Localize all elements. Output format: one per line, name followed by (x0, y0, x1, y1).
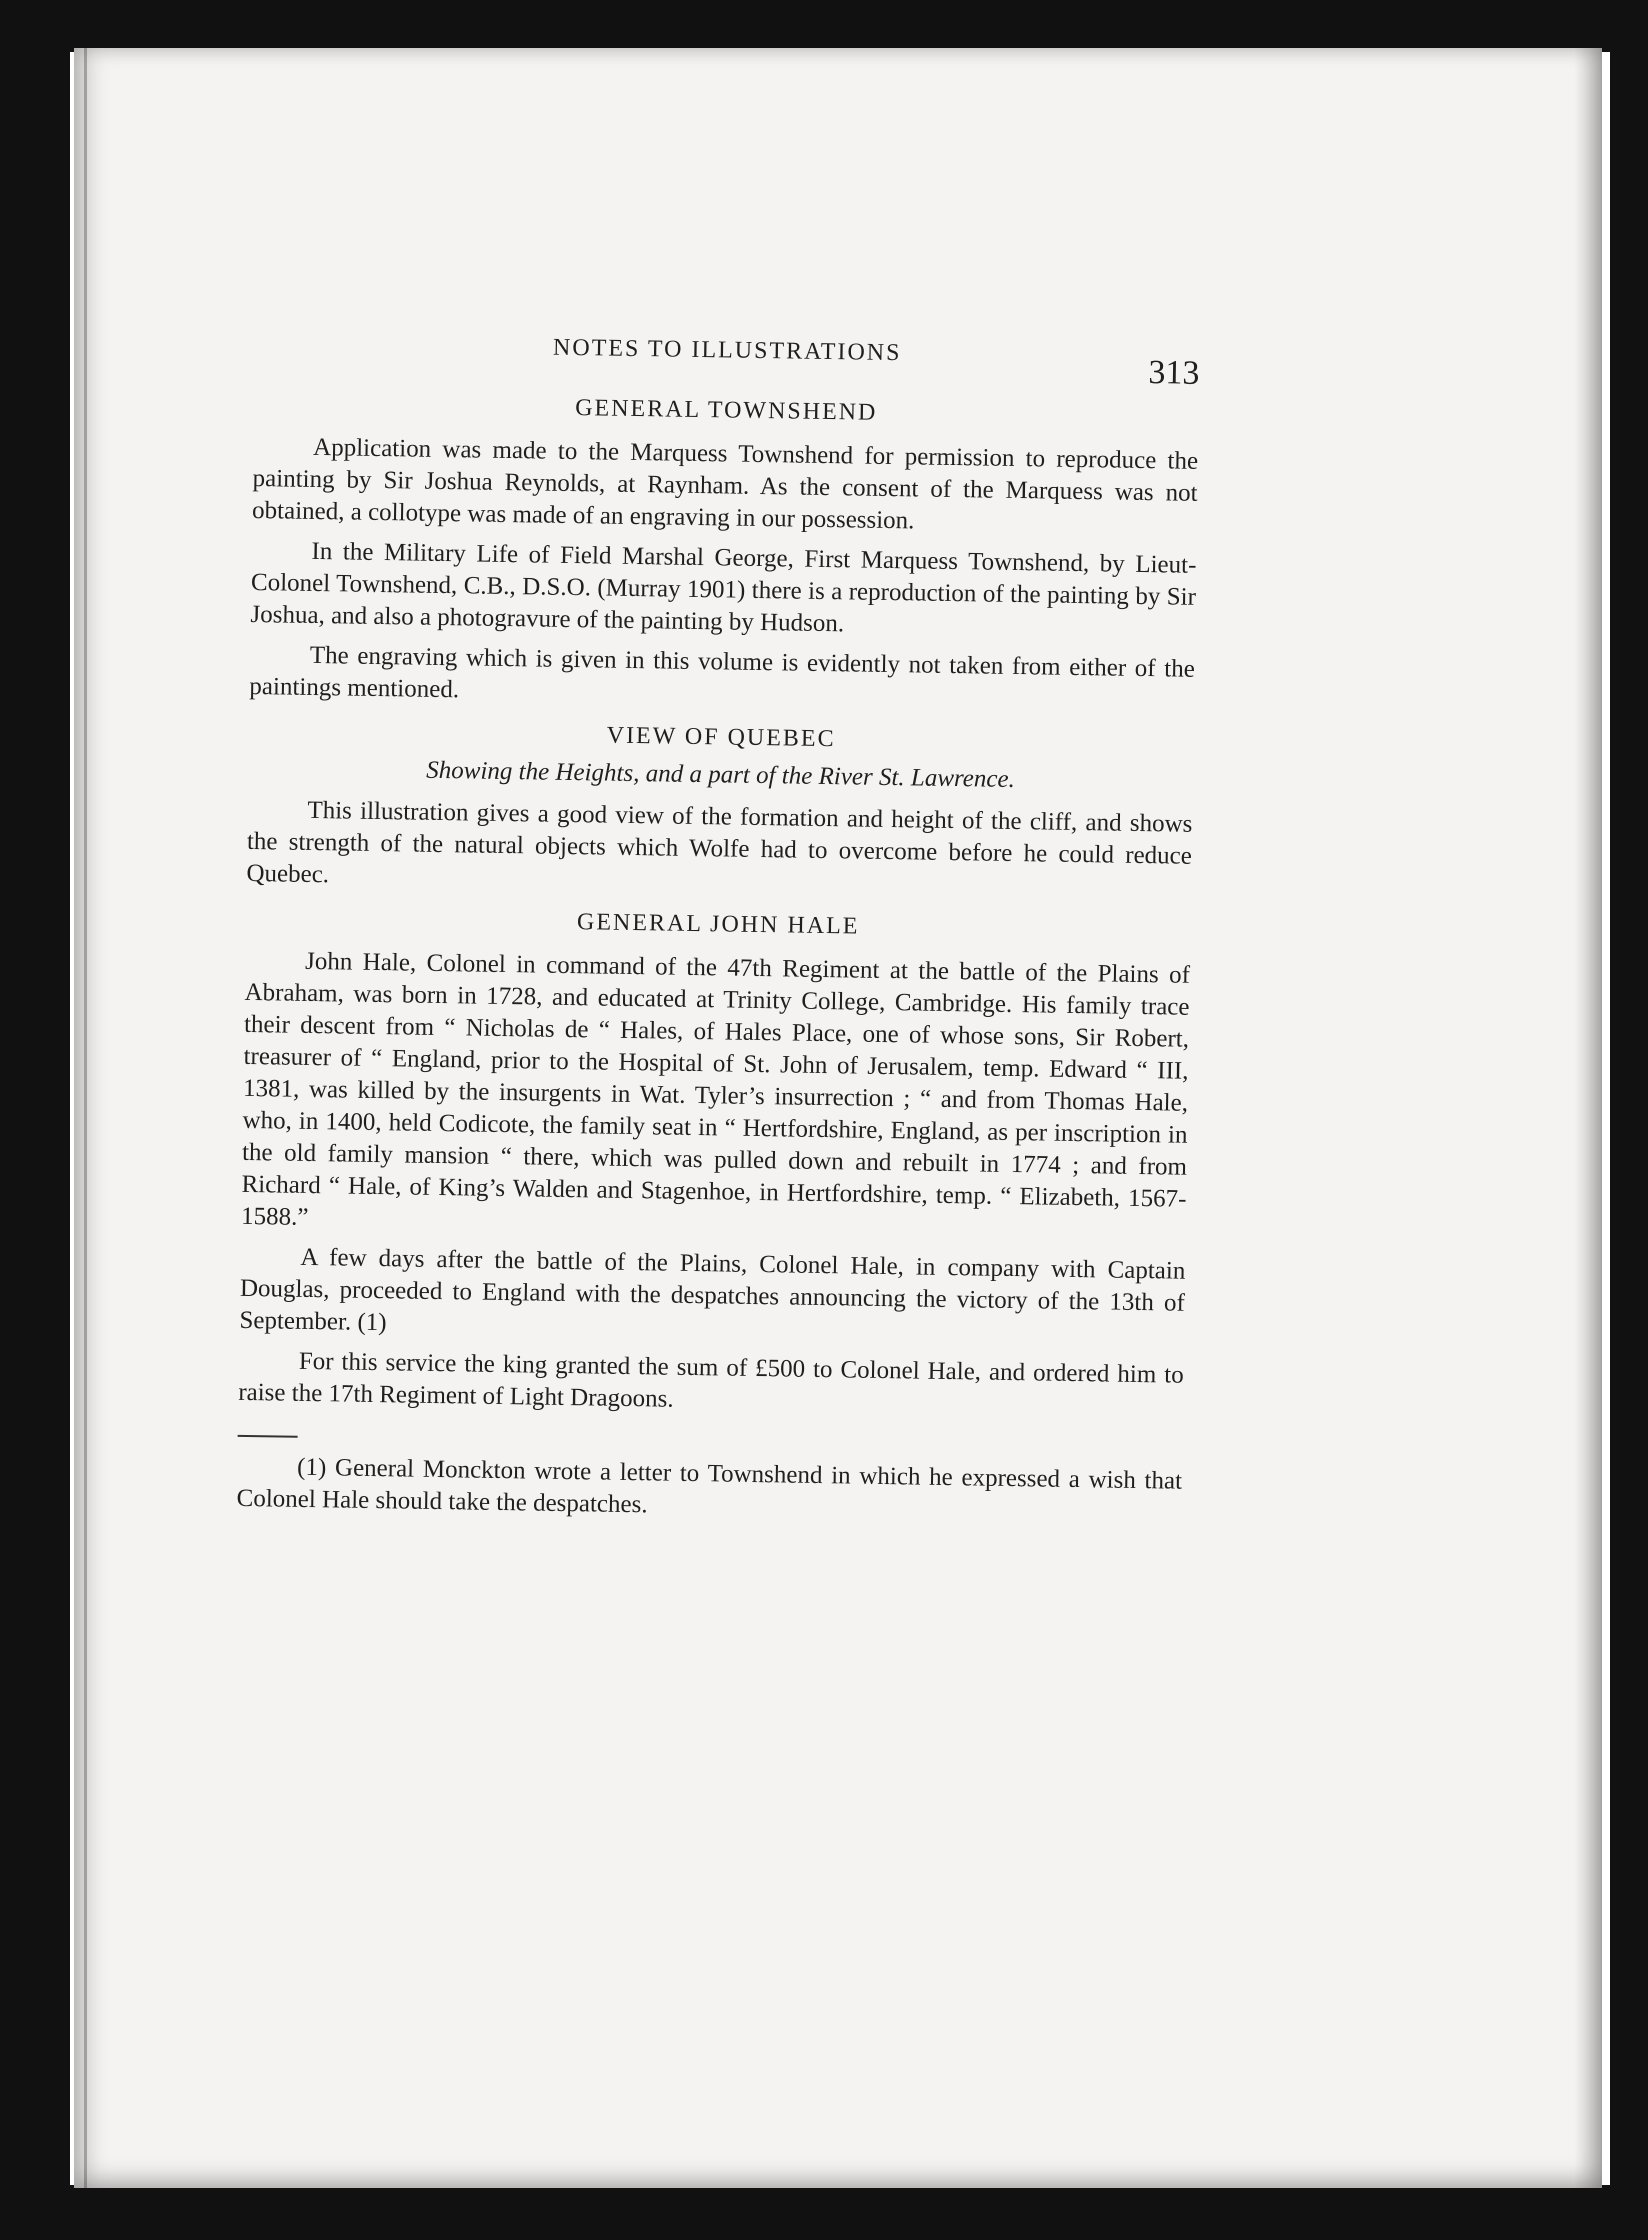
page-edge-shadow (1574, 48, 1602, 2188)
paragraph: This illustration gives a good view of the formation and height of the cliff, and shows the strength of the natural objects which Wolfe had to overcome before he could reduce Quebec. (246, 796, 1193, 889)
paragraph: John Hale, Colonel in command of the 47th Regiment at the battle of the Plains of Abraham, was born in 1728, and educated at Trinity College, Cambridge. His family trace their descent from “ Nicholas de “ Hales, of Hales Place, one of whose sons, Sir Robert, treasurer of “ England, prior to the Hospital of St. John of Jerusalem, temp. Edward “ III, 1381, was killed by the insurgents in Wat. Tyler’s insurrection ; “ and from Thomas Hale, who, in 1400, held Codicote, the family seat in “ Hertfordshire, England, as per inscription in the old family mansion “ there, which was pulled down and rebuilt in 1774 ; and from Richard “ Hale, of King’s Walden and Stagenhoe, in Hertfordshire, temp. “ Elizabeth, 1567-1588.” (240, 947, 1191, 1231)
page-number: 313 (1148, 354, 1200, 392)
section-heading-townshend: GENERAL TOWNSHEND (575, 395, 878, 426)
paragraph: The engraving which is given in this volume is evidently not taken from either of the paintings mentioned. (249, 641, 1195, 704)
scan-border-right (1610, 0, 1648, 2240)
running-title: NOTES TO ILLUSTRATIONS (552, 334, 902, 367)
page-gutter (84, 48, 87, 2188)
paragraph: For this service the king granted the sum of £500 to Colonel Hale, and ordered him to raise the 17th Regiment of Light Dragoons. (238, 1347, 1184, 1413)
section-subheading: Showing the Heights, and a part of the River St. Lawrence. (426, 756, 1016, 793)
footnote: (1) General Monckton wrote a letter to Townshend in which he expressed a wish that Colonel Hale should take the despatches. (236, 1453, 1183, 1519)
section-heading-quebec: VIEW OF QUEBEC (606, 722, 836, 753)
scan-border-top (0, 0, 1648, 52)
scan-border-bottom (0, 2185, 1648, 2240)
section-heading-hale: GENERAL JOHN HALE (576, 909, 860, 940)
footnote-rule (238, 1435, 298, 1438)
scan-border-left (0, 0, 70, 2240)
paragraph: A few days after the battle of the Plains, Colonel Hale, in company with Captain Douglas, proceeded to England with the despatches announcing the victory of the 13th of September. (1) (239, 1243, 1186, 1337)
paragraph: In the Military Life of Field Marshal George, First Marquess Townshend, by Lieut-Colonel Townshend, C.B., D.S.O. (Murray 1901) there is a reproduction of the painting by Sir Joshua, and also a photogravure of the painting by Hudson. (250, 537, 1197, 638)
paragraph: Application was made to the Marquess Townshend for permission to reproduce the painting by Sir Joshua Reynolds, at Raynham. As the consent of the Marquess was not obtained, a collotype was made of an engraving in our possession. (251, 433, 1199, 535)
page-content (236, 330, 1199, 1530)
